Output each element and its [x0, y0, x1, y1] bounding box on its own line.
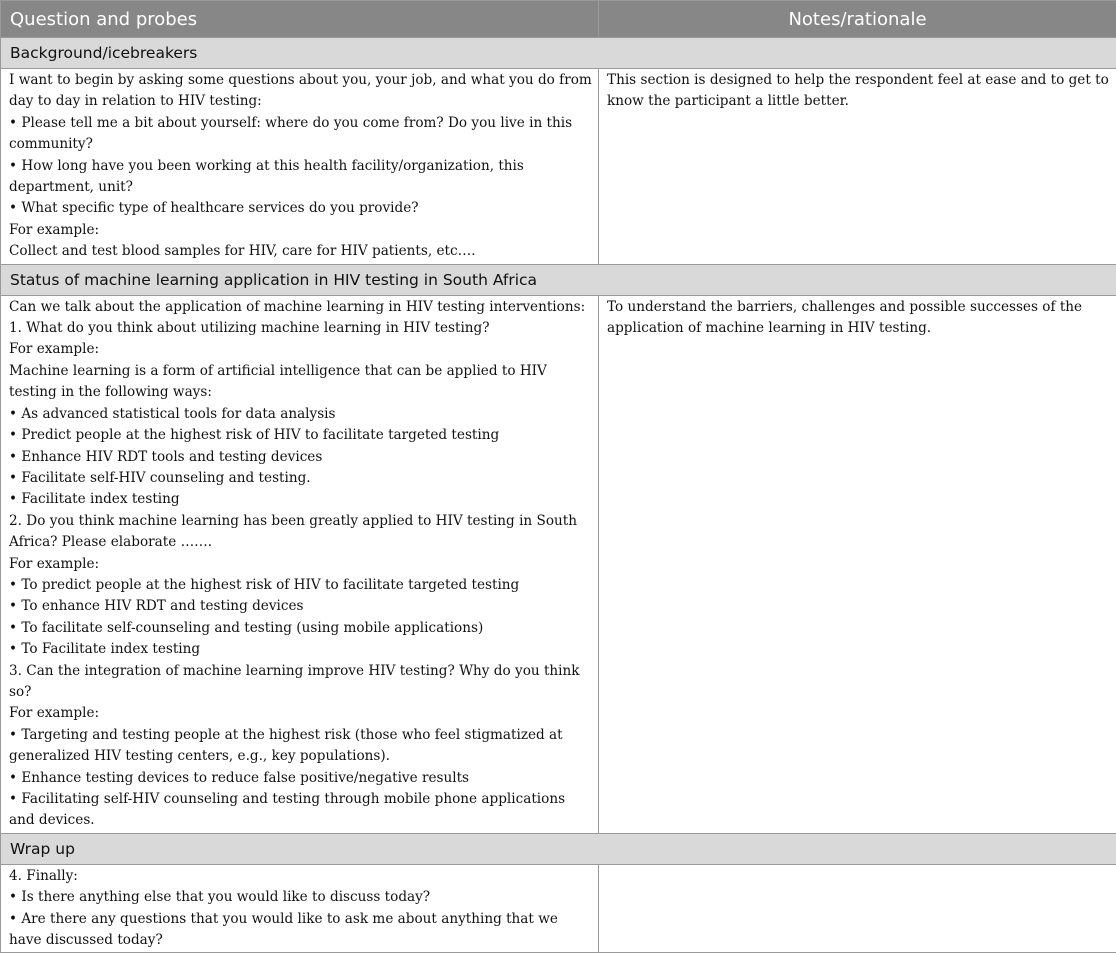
notes-cell: To understand the barriers, challenges and possible successes of the application of machine learning in HIV testing. — [599, 295, 1116, 833]
question-line: • Predict people at the highest risk of HIV to facilitate targeted testing — [9, 425, 592, 446]
question-line: • Please tell me a bit about yourself: where do you come from? Do you live in this community? — [9, 113, 592, 156]
notes-cell — [599, 864, 1116, 953]
question-line: I want to begin by asking some questions about you, your job, and what you do from day to day in relation to HIV testing: — [9, 70, 592, 113]
question-line: • To facilitate self-counseling and testing (using mobile applications) — [9, 618, 592, 639]
table-row — [1, 295, 1116, 833]
question-line: 1. What do you think about utilizing machine learning in HIV testing? — [9, 318, 592, 339]
question-line: For example: — [9, 220, 592, 241]
section-row — [1, 833, 1116, 864]
table-header-row — [1, 1, 1116, 38]
question-line: • Enhance testing devices to reduce false positive/negative results — [9, 768, 592, 789]
column-header-question: Question and probes — [1, 1, 599, 38]
question-line: For example: — [9, 339, 592, 360]
section-title: Wrap up — [1, 833, 1116, 864]
question-line: • Targeting and testing people at the highest risk (those who feel stigmatized at generalized HIV testing centers, e.g., key populations). — [9, 725, 592, 768]
section-row — [1, 264, 1116, 295]
question-line: • How long have you been working at this health facility/organization, this department, unit? — [9, 156, 592, 199]
section-row — [1, 38, 1116, 69]
questions-cell — [1, 69, 599, 265]
question-line: For example: — [9, 703, 592, 724]
table-row — [1, 69, 1116, 265]
question-line: • To predict people at the highest risk of HIV to facilitate targeted testing — [9, 575, 592, 596]
question-line: • As advanced statistical tools for data analysis — [9, 404, 592, 425]
question-line: • To Facilitate index testing — [9, 639, 592, 660]
questions-cell — [1, 295, 599, 833]
question-line: Can we talk about the application of machine learning in HIV testing interventions: — [9, 297, 592, 318]
table-row — [1, 864, 1116, 953]
question-line: • Facilitating self-HIV counseling and testing through mobile phone applications and devices. — [9, 789, 592, 832]
question-line: 3. Can the integration of machine learning improve HIV testing? Why do you think so? — [9, 661, 592, 704]
question-line: • What specific type of healthcare services do you provide? — [9, 198, 592, 219]
question-line: • Enhance HIV RDT tools and testing devices — [9, 447, 592, 468]
question-line: • Facilitate self-HIV counseling and testing. — [9, 468, 592, 489]
question-line: 4. Finally: — [9, 866, 592, 887]
questions-cell — [1, 864, 599, 953]
section-title: Status of machine learning application in HIV testing in South Africa — [1, 264, 1116, 295]
question-line: • Are there any questions that you would like to ask me about anything that we have discussed today? — [9, 909, 592, 952]
question-line: Machine learning is a form of artificial intelligence that can be applied to HIV testing in the following ways: — [9, 361, 592, 404]
question-line: • Is there anything else that you would like to discuss today? — [9, 887, 592, 908]
question-line: Collect and test blood samples for HIV, care for HIV patients, etc…. — [9, 241, 592, 262]
question-line: 2. Do you think machine learning has been greatly applied to HIV testing in South Africa? Please elaborate ……. — [9, 511, 592, 554]
question-line: For example: — [9, 554, 592, 575]
question-line: • To enhance HIV RDT and testing devices — [9, 596, 592, 617]
column-header-notes: Notes/rationale — [599, 1, 1116, 38]
section-title: Background/icebreakers — [1, 38, 1116, 69]
notes-cell: This section is designed to help the respondent feel at ease and to get to know the participant a little better. — [599, 69, 1116, 265]
question-line: • Facilitate index testing — [9, 489, 592, 510]
